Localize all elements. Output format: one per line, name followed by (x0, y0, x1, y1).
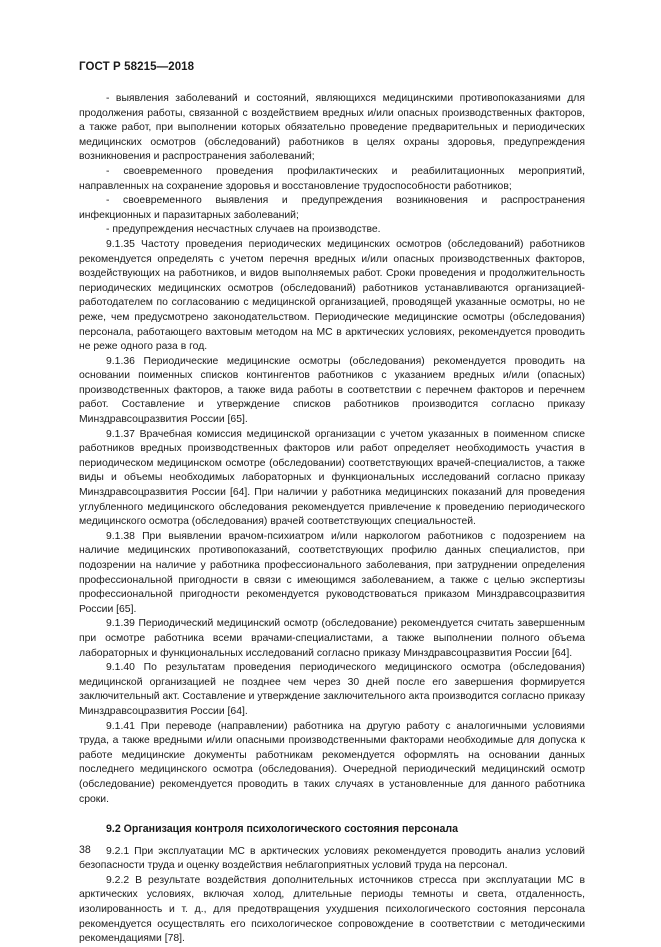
document-header: ГОСТ Р 58215—2018 (79, 61, 195, 73)
page-number: 38 (79, 844, 91, 856)
paragraph: 9.1.41 При переводе (направлении) работника на другую работу с аналогичными условиями труда, а также вредными и/или опасными производственными факторами необходимые для допуска к работе медицинские документы работникам рекомендуется оформлять на основании данных последнего медицинского осмотра (обследования). Очередной периодический медицинский осмотр (обследование) рекомендуется проводить в таких случаях в установленные для данного работника сроки. (79, 720, 585, 805)
paragraph: - выявления заболеваний и состояний, являющихся медицинскими противопоказаниями для продолжения работы, связанной с воздействием вредных и/или опасных производственных факторов, а также работ, при выполнении которых обязательно проведение предварительных и периодических медицинских осмотров (обследований) работников в целях охраны здоровья, предупреждения возникновения и распространения заболеваний; (79, 93, 585, 163)
paragraph: 9.1.38 При выявлении врачом-психиатром и/или наркологом работников с подозрением на наличие медицинских противопоказаний, соответствующих профилю данных специалистов, при подозрении на наличие у работника профессионального заболевания, при затруднении определения профессиональной пригодности в связи с имеющимся заболеванием, а также с целью экспертизы профессиональной пригодности рекомендуется руководствоваться приказом Минздравсоцразвития России [65]. (79, 530, 585, 615)
paragraph: - предупреждения несчастных случаев на производстве. (106, 224, 381, 236)
paragraph: 9.1.37 Врачебная комиссия медицинской организации с учетом указанных в поименном списке работников вредных производственных факторов или работ определяет необходимость участия в периодическом медицинском осмотре (обследовании) соответствующих врачей-специалистов, а также виды и объемы необходимых лабораторных и функциональных исследований согласно приказу Минздравсоцразвития России [64]. При наличии у работника медицинских показаний для проведения углубленного медицинского обследования рекомендуется привлечение к проведению периодического медицинского осмотра (обследования) врачей соответствующих специальностей. (79, 428, 585, 528)
paragraph: 9.1.40 По результатам проведения периодического медицинского осмотра (обследования) медицинской организацией не позднее чем через 30 дней после его завершения формируется заключительный акт. Составление и утверждение заключительного акта производится согласно приказу Минздравсоцразвития России [64]. (79, 662, 585, 717)
paragraph: 9.1.36 Периодические медицинские осмотры (обследования) рекомендуется проводить на основании поименных списков контингентов работников с указанием вредных и/или (опасных) производственных факторов, а также вида работы в соответствии с перечнем факторов и перечнем работ. Составление и утверждение списков работников производится согласно приказу Минздравсоцразвития России [65]. (79, 355, 585, 426)
section-title: 9.2 Организация контроля психологического состояния персонала (106, 823, 459, 836)
paragraph: - своевременного проведения профилактических и реабилитационных мероприятий, направленных на сохранение здоровья и восстановление трудоспособности работников; (79, 165, 585, 192)
paragraph: 9.2.2 В результате воздействия дополнительных источников стресса при эксплуатации МС в арктических условиях, включая холод, длительные периоды темноты и света, отдаленность, изолированность и т. д., для предотвращения ухудшения психологического состояния персонала рекомендуется осуществлять его психологическое сопровождение в соответствии с методическими рекомендациями [78]. (79, 874, 585, 945)
paragraph: 9.1.35 Частоту проведения периодических медицинских осмотров (обследований) работников рекомендуется определять с учетом перечня вредных и/или опасных производственных факторов, воздействующих на работников, и видов выполняемых работ. Сроки проведения и продолжительность периодических медицинских осмотров (обследований) работников устанавливаются организацией-работодателем по согласованию с медицинской организацией, проводящей указанные осмотры, но не реже, чем предусмотрено законодательством. Периодические медицинские осмотры (обследования) персонала, работающего вахтовым методом на МС в арктических условиях, рекомендуется проводить не реже одного раза в год. (79, 238, 585, 353)
paragraph: 9.2.1 При эксплуатации МС в арктических условиях рекомендуется проводить анализ условий безопасности труда и оценку воздействия неблагоприятных условий труда на персонал. (79, 845, 585, 872)
paragraph: - своевременного выявления и предупреждения возникновения и распространения инфекционных и паразитарных заболеваний; (79, 195, 585, 221)
paragraph: 9.1.39 Периодический медицинский осмотр (обследование) рекомендуется считать завершенным при осмотре работника всеми врачами-специалистами, а также выполнении полного объема лабораторных и функциональных исследований согласно приказу Минздравсоцразвития России [64]. (79, 618, 585, 659)
document-body (79, 92, 585, 947)
